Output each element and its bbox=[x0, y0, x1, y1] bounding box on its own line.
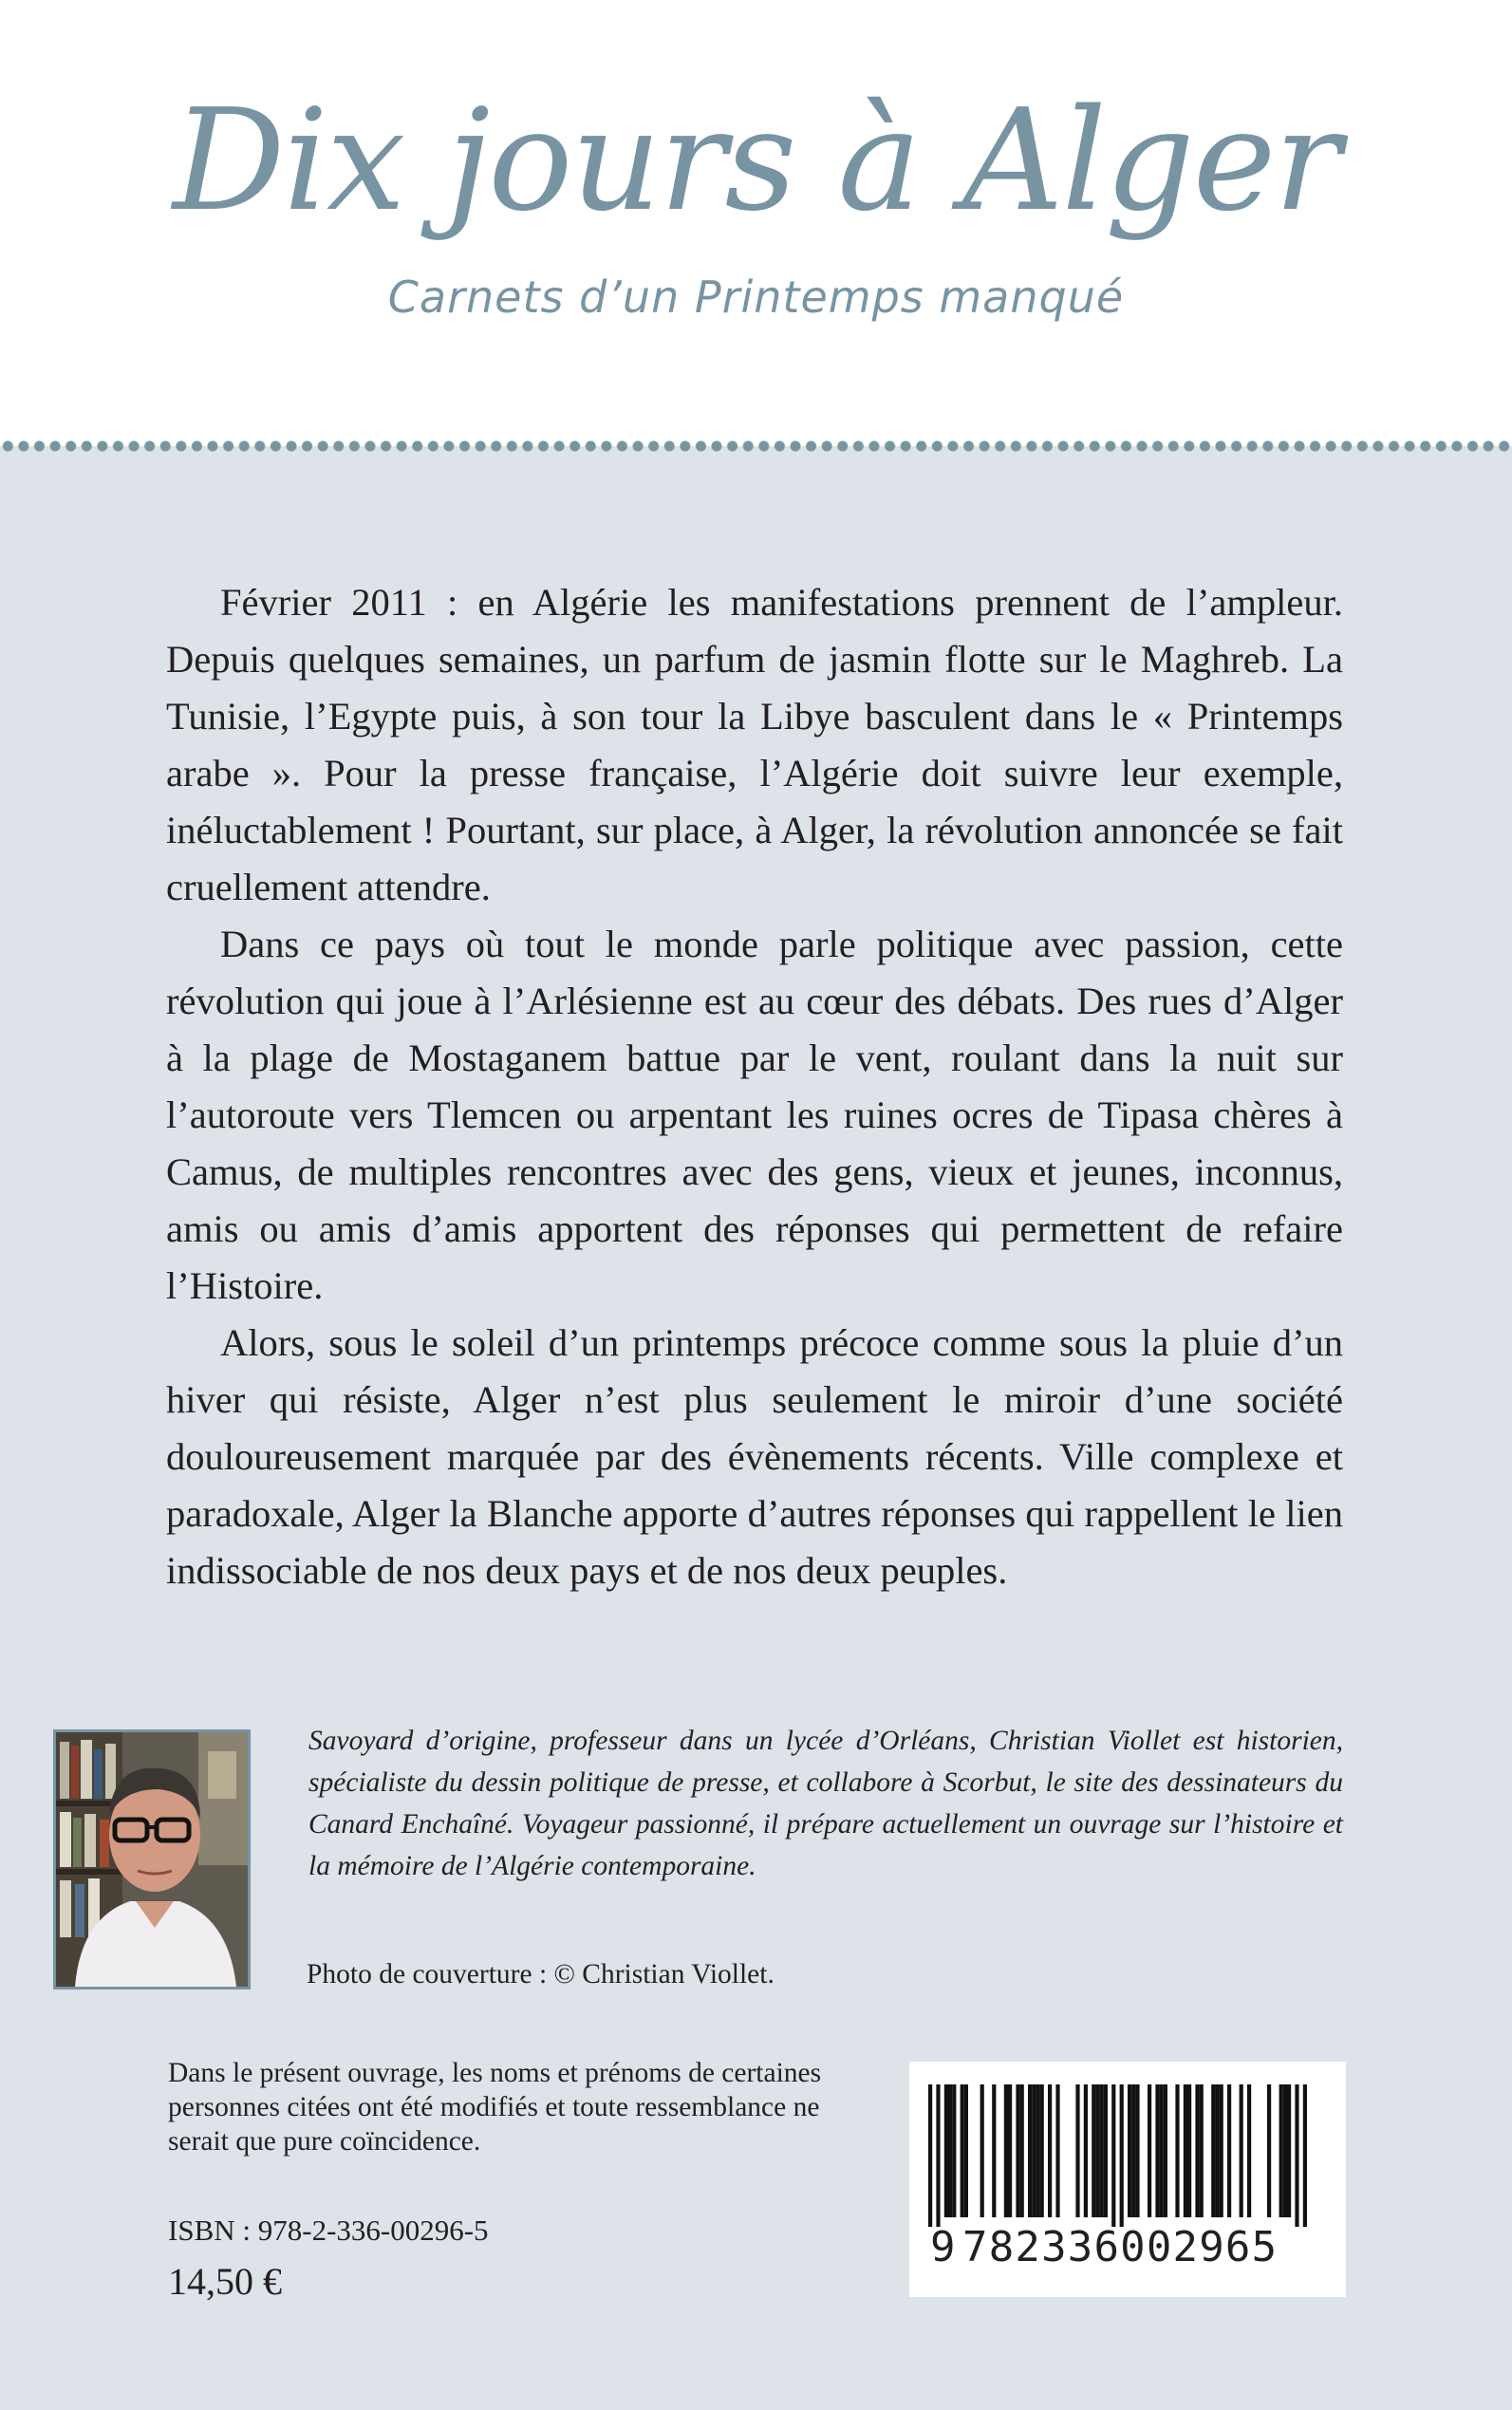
barcode-bar bbox=[1004, 2084, 1008, 2217]
barcode-bar bbox=[1240, 2084, 1243, 2217]
isbn: ISBN : 978-2-336-00296-5 bbox=[168, 2214, 489, 2247]
barcode-bar bbox=[1095, 2084, 1099, 2217]
author-bio: Savoyard d’origine, professeur dans un lycée d’Orléans, Christian Viollet est historien, spécialiste du dessin politique de presse, et collabore à Scorbut, le site des dessinateurs du Canard Enchaîné. Voyageur passionné, il prépare actuellement un ouvrage sur l’histoire et la mémoire de l’Algérie contemporaine. bbox=[308, 1726, 1343, 1881]
barcode-digits: 782336002965 bbox=[962, 2223, 1279, 2271]
barcode-bar bbox=[1104, 2084, 1108, 2217]
barcode-bar bbox=[1184, 2084, 1187, 2217]
dotted-divider bbox=[0, 439, 1512, 454]
barcode-bar bbox=[1135, 2084, 1139, 2217]
barcode-bar bbox=[1075, 2084, 1079, 2217]
barcode-bar bbox=[1008, 2084, 1012, 2217]
barcode-guard-bar bbox=[1120, 2084, 1124, 2227]
barcode-bar bbox=[1084, 2084, 1088, 2217]
barcode-bar bbox=[1195, 2084, 1199, 2217]
barcode-bar bbox=[1092, 2084, 1095, 2217]
barcode-bar bbox=[1220, 2084, 1223, 2217]
barcode-guard-bar bbox=[1303, 2084, 1307, 2227]
barcode-bar bbox=[1160, 2084, 1164, 2217]
barcode-guard-bar bbox=[936, 2084, 940, 2227]
barcode-bar bbox=[1028, 2084, 1032, 2217]
blurb-paragraph: Dans ce pays où tout le monde parle politique avec passion, cette révolution qui joue à l’Arlésienne est au cœur des débats. Des rues d’Alger à la plage de Mostaganem battue par le vent, roulant dans la nuit sur l’autoroute vers Tlemcen ou arpentant les ruines ocres de Tipasa chères à Camus, de multiples rencontres avec des gens, vieux et jeunes, inconnus, amis ou amis d’amis apportent des réponses qui permettent de refaire l’Histoire. bbox=[166, 923, 1343, 1307]
author-portrait-image bbox=[56, 1732, 248, 1987]
barcode-bar bbox=[961, 2084, 964, 2217]
barcode-bar bbox=[1279, 2084, 1283, 2217]
barcode-bar bbox=[1016, 2084, 1019, 2217]
barcode-bars bbox=[928, 2084, 1327, 2227]
barcode-bar bbox=[1128, 2084, 1131, 2217]
blurb-paragraph: Alors, sous le soleil d’un printemps précoce comme sous la pluie d’un hiver qui résiste, Alger n’est plus seulement le miroir d’une société douloureusement marquée par des évènements récents. Ville complexe et paradoxale, Alger la Blanche apporte d’autres réponses qui rappellent le lien indissociable de nos deux pays et de nos deux peuples. bbox=[166, 1321, 1343, 1592]
blurb-paragraph: Février 2011 : en Algérie les manifestations prennent de l’ampleur. Depuis quelques semaines, un parfum de jasmin flotte sur le Maghreb. La Tunisie, l’Egypte puis, à son tour la Libye basculent dans le « Printemps arabe ». Pour la presse française, l’Algérie doit suivre leur exemple, inéluctablement ! Pourtant, sur place, à Alger, la révolution annoncée se fait cruellement attendre. bbox=[166, 581, 1343, 908]
barcode-bar bbox=[1187, 2084, 1191, 2217]
barcode-bar bbox=[1055, 2084, 1059, 2217]
barcode-bar bbox=[1283, 2084, 1287, 2217]
barcode-bar bbox=[964, 2084, 968, 2217]
barcode-bar bbox=[1148, 2084, 1151, 2217]
barcode-bar bbox=[1175, 2084, 1179, 2217]
barcode-bar bbox=[1032, 2084, 1036, 2217]
barcode-bar bbox=[1040, 2084, 1044, 2217]
barcode-bar bbox=[1155, 2084, 1159, 2217]
barcode-first-digit: 9 bbox=[930, 2223, 956, 2271]
photo-credit: Photo de couverture : © Christian Viollet. bbox=[307, 1959, 775, 1990]
barcode-bar bbox=[1200, 2084, 1204, 2217]
barcode-bar bbox=[1227, 2084, 1231, 2217]
barcode-bar bbox=[1247, 2084, 1251, 2217]
barcode bbox=[909, 2062, 1346, 2297]
barcode-bar bbox=[1100, 2084, 1104, 2217]
barcode-bar bbox=[1131, 2084, 1135, 2217]
barcode-bar bbox=[1048, 2084, 1052, 2217]
book-subtitle: Carnets d’un Printemps manqué bbox=[387, 271, 1125, 323]
barcode-bar bbox=[1215, 2084, 1219, 2217]
book-title: Dix jours à Alger bbox=[172, 79, 1340, 242]
barcode-bar bbox=[948, 2084, 952, 2217]
barcode-bar bbox=[952, 2084, 956, 2217]
barcode-bar bbox=[1036, 2084, 1039, 2217]
barcode-bar bbox=[1164, 2084, 1167, 2217]
barcode-bar bbox=[1287, 2084, 1291, 2217]
barcode-guard-bar bbox=[1111, 2084, 1115, 2227]
barcode-bar bbox=[1020, 2084, 1024, 2217]
barcode-bar bbox=[1267, 2084, 1271, 2217]
cover-header bbox=[0, 0, 1512, 446]
disclaimer-notice: Dans le présent ouvrage, les noms et prénoms de certaines personnes citées ont été modifiés et toute ressemblance ne serait que pure coïncidence. bbox=[168, 2058, 822, 2157]
barcode-guard-bar bbox=[928, 2084, 932, 2227]
barcode-bar bbox=[980, 2084, 984, 2217]
back-cover-blurb bbox=[166, 574, 1343, 1599]
price: 14,50 € bbox=[168, 2260, 282, 2303]
barcode-guard-bar bbox=[1295, 2084, 1298, 2227]
author-photo bbox=[53, 1729, 251, 1990]
barcode-bar bbox=[944, 2084, 948, 2217]
barcode-bar bbox=[992, 2084, 996, 2217]
barcode-bar bbox=[1211, 2084, 1215, 2217]
